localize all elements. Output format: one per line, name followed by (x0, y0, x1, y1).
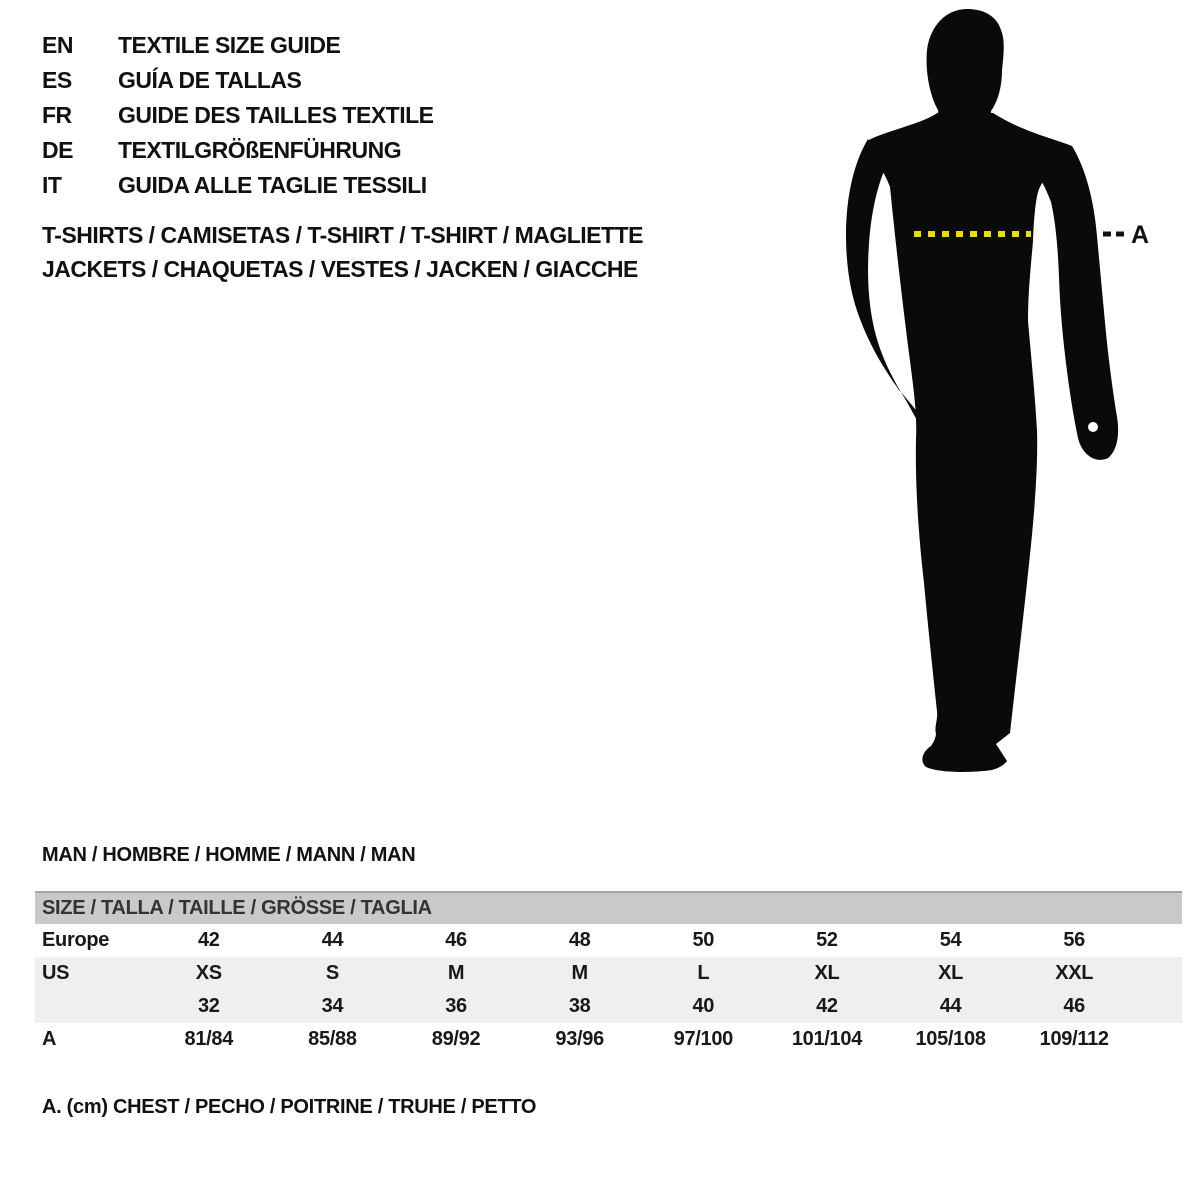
table-cell: M (447, 962, 465, 984)
table-cell: XL (814, 962, 840, 984)
guide-title-en: TEXTILE SIZE GUIDE (118, 32, 341, 58)
size-table (35, 891, 1182, 1056)
table-cell: M (571, 962, 588, 984)
size-table-header: SIZE / TALLA / TAILLE / GRÖSSE / TAGLIA (35, 891, 1182, 924)
row-label: Europe (42, 929, 110, 951)
table-cell: 93/96 (555, 1028, 604, 1050)
table-cell: 48 (568, 929, 591, 951)
product-categories (42, 218, 643, 286)
silhouette-right-arm (1029, 146, 1118, 460)
table-cell: 44 (321, 929, 344, 951)
language-row-fr (42, 98, 434, 133)
table-cell: 54 (939, 929, 962, 951)
table-row-europe (35, 924, 1182, 957)
category-line-tshirts: T-SHIRTS / CAMISETAS / T-SHIRT / T-SHIRT / MAGLIETTE (42, 221, 643, 248)
row-label: US (42, 962, 70, 984)
language-row-en (42, 28, 434, 63)
table-cell: 52 (816, 929, 838, 951)
guide-title-fr: GUIDE DES TAILLES TEXTILE (118, 102, 434, 128)
row-label: A (42, 1028, 57, 1050)
category-line-jackets: JACKETS / CHAQUETAS / VESTES / JACKEN / GIACCHE (42, 255, 638, 282)
table-cell: 50 (692, 929, 715, 951)
table-cell: 46 (1063, 995, 1086, 1017)
table-cell: S (325, 962, 339, 984)
table-cell: 97/100 (673, 1028, 733, 1050)
measurement-footnote: A. (cm) CHEST / PECHO / POITRINE / TRUHE / PETTO (42, 1096, 537, 1118)
language-row-de (42, 133, 434, 168)
table-cell: 38 (568, 995, 591, 1017)
language-code: FR (42, 102, 72, 128)
table-cell: 40 (692, 995, 715, 1017)
language-code: ES (42, 67, 72, 93)
table-cell: 109/112 (1039, 1028, 1109, 1050)
table-cell: 32 (197, 995, 220, 1017)
table-cell: 44 (939, 995, 962, 1017)
table-cell: L (697, 962, 710, 984)
guide-title-it: GUIDA ALLE TAGLIE TESSILI (118, 172, 427, 198)
table-cell: 101/104 (791, 1028, 863, 1050)
measure-label-a: A (1131, 221, 1150, 249)
table-cell: 42 (197, 929, 220, 951)
table-cell: 46 (445, 929, 467, 951)
guide-title-de: TEXTILGRÖßENFÜHRUNG (118, 137, 402, 163)
table-cell: XS (195, 962, 222, 984)
table-cell: 105/108 (915, 1028, 986, 1050)
table-cell: 56 (1063, 929, 1086, 951)
man-silhouette-figure (820, 0, 1200, 800)
table-row-uk-sizes (35, 990, 1182, 1023)
table-row-chest (35, 1023, 1182, 1056)
language-title-list (42, 28, 434, 203)
table-cell: 34 (321, 995, 344, 1017)
silhouette-torso-legs (867, 112, 1072, 772)
language-row-es (42, 63, 434, 98)
table-cell: XL (938, 962, 964, 984)
table-row-us (35, 957, 1182, 990)
table-cell: XXL (1055, 962, 1094, 984)
language-code: EN (42, 32, 73, 58)
table-cell: 36 (445, 995, 467, 1017)
hand-highlight (1088, 422, 1098, 432)
table-cell: 89/92 (431, 1028, 481, 1050)
language-code: DE (42, 137, 73, 163)
language-row-it (42, 168, 434, 203)
guide-title-es: GUÍA DE TALLAS (118, 67, 302, 93)
table-cell: 85/88 (308, 1028, 357, 1050)
table-cell: 81/84 (184, 1028, 234, 1050)
section-title-man: MAN / HOMBRE / HOMME / MANN / MAN (42, 844, 416, 866)
language-code: IT (42, 172, 62, 198)
table-cell: 42 (816, 995, 838, 1017)
